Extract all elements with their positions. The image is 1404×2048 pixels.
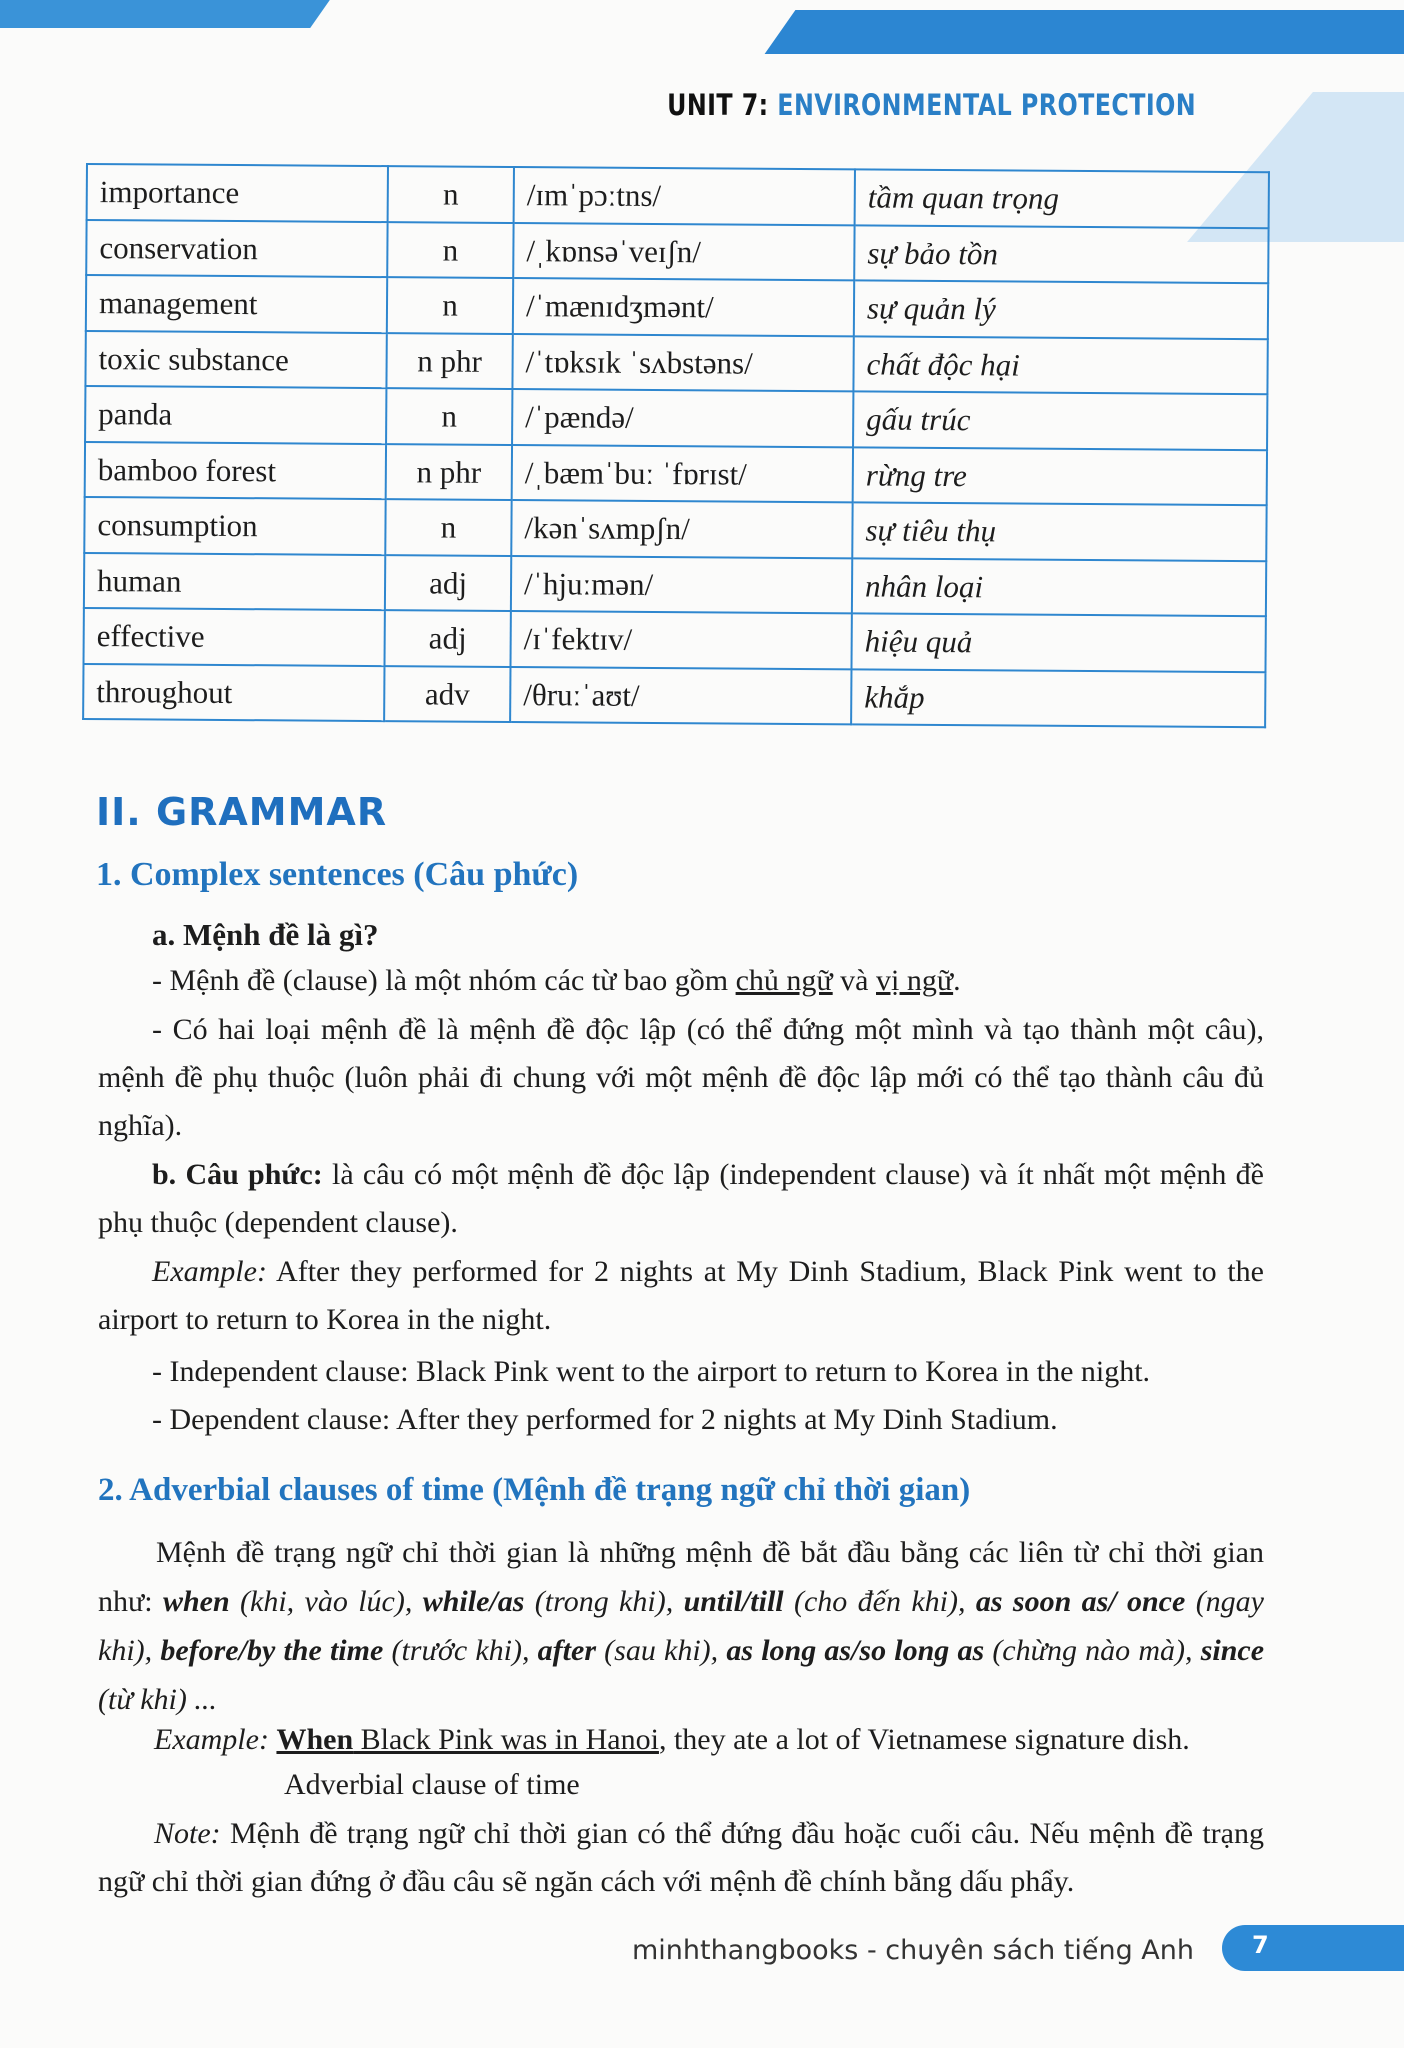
- subsection-a-title: a. Mệnh đề là gì?: [152, 917, 379, 952]
- header-decor-stripe-left: [0, 0, 330, 28]
- vocab-word: bamboo forest: [85, 442, 386, 500]
- adverbial-clause-underlined: When Black Pink was in Hanoi: [276, 1723, 659, 1756]
- vocab-ipa: /θruːˈaʊt/: [510, 666, 851, 724]
- vocab-row: [85, 386, 1267, 450]
- unit-title: [667, 88, 1196, 122]
- vocab-ipa: /ˈmænɪdʒmənt/: [513, 278, 854, 336]
- vocab-row: [87, 164, 1269, 228]
- vocab-pos: adv: [384, 666, 510, 722]
- vocab-ipa: /ɪmˈpɔːtns/: [514, 167, 855, 225]
- vocab-row: [85, 331, 1267, 395]
- vocab-ipa: /kənˈsʌmpʃn/: [511, 500, 852, 558]
- page-number-badge: [1222, 1925, 1404, 1971]
- grammar-heading: II. GRAMMAR: [96, 790, 388, 834]
- adverbial-clause-definition: Mệnh đề trạng ngữ chỉ thời gian là những mệnh đề bắt đầu bằng các liên từ chỉ thời gian như: when (khi, vào lúc), while/as (trong khi), until/till (cho đến khi), as soon as/ once (ngay khi), before/by the time (trước khi), after (sau khi), as long as/so long as (chừng nào mà), since (từ khi) ...: [98, 1536, 1265, 1716]
- vocab-meaning: nhân loại: [852, 558, 1266, 616]
- vocabulary-table: [82, 163, 1270, 728]
- section-1-title: 1. Complex sentences (Câu phức): [96, 856, 579, 893]
- section-2-title: 2. Adverbial clauses of time (Mệnh đề trạng ngữ chỉ thời gian): [98, 1472, 971, 1508]
- vocab-word: management: [86, 275, 387, 333]
- vocab-word: conservation: [86, 220, 387, 278]
- clause-definition: - Mệnh đề (clause) là một nhóm các từ bao gồm chủ ngữ và vị ngữ.: [152, 964, 961, 997]
- vocab-pos: n: [385, 499, 511, 555]
- vocab-ipa: /ˌbæmˈbuː ˈfɒrɪst/: [512, 444, 853, 502]
- vocab-meaning: khắp: [851, 669, 1265, 727]
- vocab-row: [84, 552, 1266, 616]
- vocab-word: throughout: [83, 663, 384, 721]
- vocab-ipa: /ɪˈfektɪv/: [510, 611, 851, 669]
- vocab-pos: n: [388, 166, 514, 222]
- vocab-row: [86, 220, 1268, 284]
- vocab-meaning: gấu trúc: [853, 391, 1267, 449]
- footer-publisher: minhthangbooks - chuyên sách tiếng Anh: [631, 1935, 1194, 1966]
- clause-types-paragraph: - Có hai loại mệnh đề là mệnh đề độc lập (có thể đứng một mình và tạo thành một câu), mệnh đề phụ thuộc (luôn phải đi chung với một mệnh đề độc lập mới có thể tạo thành câu đủ nghĩa).: [98, 1013, 1264, 1142]
- vocab-ipa: /ˈhjuːmən/: [511, 555, 852, 613]
- vocab-meaning: rừng tre: [853, 447, 1267, 505]
- complex-sentence-example: Example: After they performed for 2 nights at My Dinh Stadium, Black Pink went to the airport to return to Korea in the night.: [98, 1255, 1264, 1336]
- note-paragraph: Note: Mệnh đề trạng ngữ chỉ thời gian có thể đứng đầu hoặc cuối câu. Nếu mệnh đề trạng ngữ chỉ thời gian đứng ở đầu câu sẽ ngăn cách với mệnh đề chính bằng dấu phẩy.: [98, 1817, 1264, 1898]
- vocab-row: [84, 497, 1266, 561]
- vocab-word: consumption: [84, 497, 385, 555]
- unit-topic: ENVIRONMENTAL PROTECTION: [777, 88, 1196, 122]
- vocab-meaning: hiệu quả: [851, 613, 1265, 671]
- vocab-word: effective: [84, 608, 385, 666]
- vocab-word: toxic substance: [85, 331, 386, 389]
- vocab-ipa: /ˈpændə/: [512, 389, 853, 447]
- adverbial-example-caption: Adverbial clause of time: [284, 1768, 580, 1801]
- complex-sentence-definition: b. Câu phức: là câu có một mệnh đề độc lập (independent clause) và ít nhất một mệnh đề phụ thuộc (dependent clause).: [98, 1158, 1264, 1239]
- vocab-ipa: /ˌkɒnsəˈveɪʃn/: [513, 222, 854, 280]
- vocab-word: human: [84, 552, 385, 610]
- vocab-pos: n: [387, 277, 513, 333]
- vocab-meaning: sự bảo tồn: [854, 225, 1268, 283]
- vocab-ipa: /ˈtɒksɪk ˈsʌbstəns/: [512, 333, 853, 391]
- vocab-meaning: sự quản lý: [854, 280, 1268, 338]
- dependent-clause-line: - Dependent clause: After they performed for 2 nights at My Dinh Stadium.: [152, 1403, 1058, 1436]
- vocab-pos: n phr: [386, 333, 512, 389]
- page-number: 7: [1252, 1931, 1269, 1959]
- vocab-row: [84, 608, 1266, 672]
- vocab-word: panda: [85, 386, 386, 444]
- vocab-pos: adj: [384, 610, 510, 666]
- vocab-pos: n: [387, 222, 513, 278]
- vocab-meaning: sự tiêu thụ: [852, 502, 1266, 560]
- vocab-row: [83, 663, 1265, 727]
- vocab-meaning: chất độc hại: [853, 336, 1267, 394]
- adverbial-example: Example: When Black Pink was in Hanoi, they ate a lot of Vietnamese signature dish.: [154, 1723, 1190, 1756]
- unit-number: UNIT 7:: [667, 88, 769, 122]
- vocab-word: importance: [87, 164, 388, 222]
- vocab-meaning: tầm quan trọng: [855, 169, 1269, 227]
- vocab-pos: n phr: [386, 444, 512, 500]
- vocab-row: [85, 442, 1267, 506]
- header-decor-stripe-right: [765, 10, 1404, 54]
- vocab-row: [86, 275, 1268, 339]
- independent-clause-line: - Independent clause: Black Pink went to the airport to return to Korea in the night.: [152, 1355, 1151, 1388]
- vocab-pos: adj: [385, 555, 511, 611]
- vocab-pos: n: [386, 388, 512, 444]
